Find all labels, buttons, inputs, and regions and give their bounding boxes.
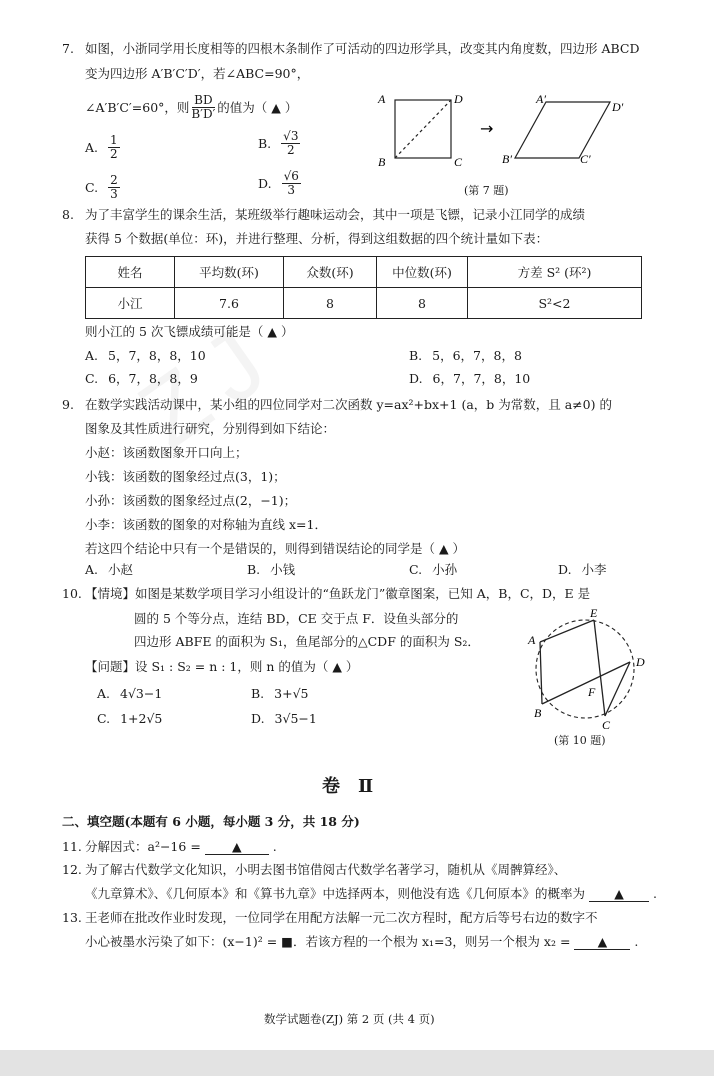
q7-option-a-num: 1: [110, 133, 118, 147]
q10-label-e: E: [590, 606, 598, 620]
q10-option-a: [97, 686, 162, 701]
q10-option-b-label: B.: [251, 686, 265, 701]
q7-option-c-label: C.: [85, 179, 99, 195]
q12-answer-blank[interactable]: ▲: [589, 886, 649, 902]
q9-option-b-text: 小钱: [270, 562, 296, 577]
q10-option-c-text: 1+2√5: [120, 711, 163, 726]
q7-option-d: [258, 170, 303, 196]
q10-option-b-text: 3+√5: [274, 686, 309, 701]
q8-question: 则小江的 5 次飞镖成绩可能是（ ▲ ）: [85, 324, 294, 339]
q10-line1: 【情境】如图是某数学项目学习小组设计的“鱼跃龙门”徽章图案，已知 A，B，C，D，E 是: [85, 586, 591, 601]
q10-line2: 圆的 5 个等分点，连结 BD，CE 交于点 F．设鱼头部分的: [134, 611, 459, 626]
q7-frac-num: BD: [194, 93, 213, 107]
q10-circle: [536, 620, 634, 718]
q8-line1: 为了丰富学生的课余生活，某班级举行趣味运动会，其中一项是飞镖，记录小江同学的成绩: [85, 207, 586, 222]
q8-option-a-text: 5，7，8，8，10: [108, 348, 206, 363]
q8-option-d-text: 6，7，7，8，10: [432, 371, 531, 386]
q8-option-c: [85, 371, 198, 386]
q8-option-b: [409, 348, 522, 363]
q8-option-c-text: 6，7，8，8，9: [108, 371, 198, 386]
q10-option-d-label: D.: [251, 711, 265, 726]
q7-frac-den: B′D′: [191, 106, 216, 121]
q7-option-c-den: 3: [110, 186, 118, 201]
q7-label-c: C: [454, 155, 463, 169]
table-header: 众数(环): [284, 257, 377, 288]
q7-label-c2: C′: [580, 152, 591, 166]
q10-option-a-text: 4√3−1: [120, 686, 163, 701]
q7-option-b-frac: [281, 130, 300, 156]
q11: [85, 839, 277, 855]
q9-line2: 图象及其性质进行研究，分别得到如下结论：: [85, 421, 336, 436]
q10-label-f: F: [588, 685, 596, 699]
q7-line1: 如图，小浙同学用长度相等的四根木条制作了可活动的四边形学具，改变其内角度数，四边形 ABCD: [85, 41, 640, 56]
q8-option-d-label: D.: [409, 371, 423, 386]
q7-option-b-den: 2: [286, 142, 295, 157]
table-header: 姓名: [86, 257, 175, 288]
q10-option-c-label: C.: [97, 711, 111, 726]
q8-line2: 获得 5 个数据(单位：环)，并进行整理、分析，得到这组数据的四个统计量如下表：: [85, 231, 549, 246]
q7-figure: [370, 88, 640, 198]
q13-line1: 王老师在批改作业时发现，一位同学在用配方法解一元二次方程时，配方后等号右边的数字不: [85, 910, 598, 925]
q7-option-a-frac: [108, 134, 120, 160]
q7-caption: (第 7 题): [464, 184, 509, 197]
q7-arrow: →: [480, 119, 494, 138]
q9-option-a-label: A.: [85, 562, 99, 577]
q9-option-b-label: B.: [247, 562, 261, 577]
q7-diagonal-bd: [395, 100, 451, 158]
q10-label-c: C: [602, 718, 611, 732]
q10-number: 10.: [62, 586, 82, 601]
q10-segment-cd: [605, 662, 630, 716]
q8-option-a-label: A.: [85, 348, 99, 363]
q9-option-a: [85, 562, 133, 577]
q10-segment-ec: [594, 620, 605, 716]
q13-answer-blank[interactable]: ▲: [574, 934, 630, 950]
q9-option-d-text: 小李: [581, 562, 607, 577]
q10-caption: (第 10 题): [554, 734, 606, 747]
q9-question: 若这四个结论中只有一个是错误的，则得到错误结论的同学是（ ▲ ）: [85, 541, 466, 556]
q9-statement: 小赵：该函数图象开口向上；: [85, 445, 248, 460]
table-header: 平均数(环): [175, 257, 284, 288]
q9-option-d: [558, 562, 607, 577]
q7-line3: [85, 94, 297, 120]
q8-option-b-text: 5，6，7，8，8: [432, 348, 522, 363]
table-cell: 7.6: [175, 288, 284, 319]
q12-end: .: [652, 886, 657, 901]
q9-option-c: [409, 562, 457, 577]
q9-option-b: [247, 562, 295, 577]
q7-label-a: A: [378, 92, 386, 106]
q9-number: 9.: [62, 397, 74, 412]
q7-option-a-label: A.: [85, 139, 99, 155]
q12-number: 12.: [62, 862, 82, 877]
q7-option-c-num: 2: [110, 173, 118, 187]
q7-line3-post: 的值为（ ▲ ）: [217, 99, 298, 115]
q9-option-c-label: C.: [409, 562, 423, 577]
q7-label-b2: B′: [502, 152, 512, 166]
q7-option-d-den: 3: [287, 182, 296, 197]
q7-option-b-num: √3: [283, 129, 299, 143]
q7-option-d-label: D.: [258, 175, 272, 191]
q11-answer-blank[interactable]: ▲: [205, 839, 269, 855]
q7-option-d-frac: [282, 170, 301, 196]
q10-line3: 四边形 ABFE 的面积为 S₁，鱼尾部分的△CDF 的面积为 S₂．: [134, 634, 480, 649]
q10-label-a: A: [528, 633, 536, 647]
q8-option-d: [409, 371, 530, 386]
q8-option-c-label: C.: [85, 371, 99, 386]
table-row: [86, 288, 642, 319]
q9-line1: 在数学实践活动课中，某小组的四位同学对二次函数 y=ax²+bx+1 (a，b 为常数，且 a≠0) 的: [85, 397, 612, 412]
q11-end: .: [272, 839, 277, 854]
q9-option-a-text: 小赵: [108, 562, 134, 577]
table-cell: 8: [377, 288, 468, 319]
q10-segment-ab: [540, 642, 542, 704]
q7-option-d-num: √6: [283, 169, 299, 183]
table-header: 方差 S² (环²): [468, 257, 642, 288]
q8-option-a: [85, 348, 206, 363]
table-cell: 8: [284, 288, 377, 319]
q13-end: .: [634, 934, 639, 949]
bottom-scrollbar-area: [0, 1050, 714, 1076]
q10-option-d: [251, 711, 317, 726]
q10-figure: [522, 604, 654, 734]
q11-number: 11.: [62, 839, 82, 854]
table-cell: 小江: [86, 288, 175, 319]
q12-line2-text: 《九章算术》、《几何原本》和《算书九章》中选择两本，则他没有选《几何原本》的概率为: [85, 886, 586, 901]
q7-line3-pre: ∠A′B′C′=60°，则: [85, 99, 190, 115]
q9-statement: 小孙：该函数的图象经过点(2，−1)；: [85, 493, 297, 508]
table-header: 中位数(环): [377, 257, 468, 288]
q7-label-b: B: [378, 155, 386, 169]
q10-option-b: [251, 686, 309, 701]
q11-text: 分解因式：a²−16 =: [85, 839, 201, 854]
q12-line1: 为了解古代数学文化知识，小明去图书馆借阅古代数学名著学习，随机从《周髀算经》、: [85, 862, 567, 877]
q8-stats-table: [85, 256, 642, 319]
table-cell: S²<2: [468, 288, 642, 319]
q10-label-d: D: [636, 655, 645, 669]
q7-rhombus: [515, 102, 610, 158]
q9-option-c-text: 小孙: [432, 562, 458, 577]
q7-number: 7.: [62, 41, 74, 56]
q7-option-b-label: B.: [258, 135, 272, 151]
q12-line2: [85, 886, 657, 902]
q10-question: 【问题】设 S₁ : S₂ = n : 1，则 n 的值为（ ▲ ）: [85, 659, 359, 674]
q8-option-b-label: B.: [409, 348, 423, 363]
q7-label-d2: D′: [612, 100, 624, 114]
q13-number: 13.: [62, 910, 82, 925]
q7-option-b: [258, 130, 302, 156]
q9-statement: 小李：该函数的图象的对称轴为直线 x=1．: [85, 517, 327, 532]
q7-line2: 变为四边形 A′B′C′D′，若∠ABC=90°，: [85, 66, 310, 81]
q9-statement: 小钱：该函数的图象经过点(3，1)；: [85, 469, 286, 484]
q7-option-a: [85, 134, 122, 160]
part2-heading: 二、填空题(本题有 6 小题，每小题 3 分，共 18 分): [62, 814, 360, 829]
table-header-row: [86, 257, 642, 288]
q10-option-c: [97, 711, 162, 726]
q7-label-a2: A′: [536, 92, 546, 106]
page-footer: 数学试题卷(ZJ) 第 2 页 (共 4 页): [264, 1012, 435, 1026]
q7-fraction: [191, 94, 215, 120]
q7-option-c-frac: [108, 174, 120, 200]
q10-option-d-text: 3√5−1: [274, 711, 317, 726]
q10-option-a-label: A.: [97, 686, 111, 701]
q9-option-d-label: D.: [558, 562, 572, 577]
q7-option-c: [85, 174, 122, 200]
q13-line2: [85, 934, 638, 950]
section-title: 卷 Ⅱ: [322, 776, 374, 797]
q7-label-d: D: [454, 92, 463, 106]
q8-number: 8.: [62, 207, 74, 222]
q7-option-a-den: 2: [110, 146, 118, 161]
q10-label-b: B: [534, 706, 542, 720]
q10-segment-bd: [542, 662, 630, 704]
q13-line2-text: 小心被墨水污染了如下：(x−1)² = ■．若该方程的一个根为 x₁=3，则另一个根为 x₂ =: [85, 934, 571, 949]
